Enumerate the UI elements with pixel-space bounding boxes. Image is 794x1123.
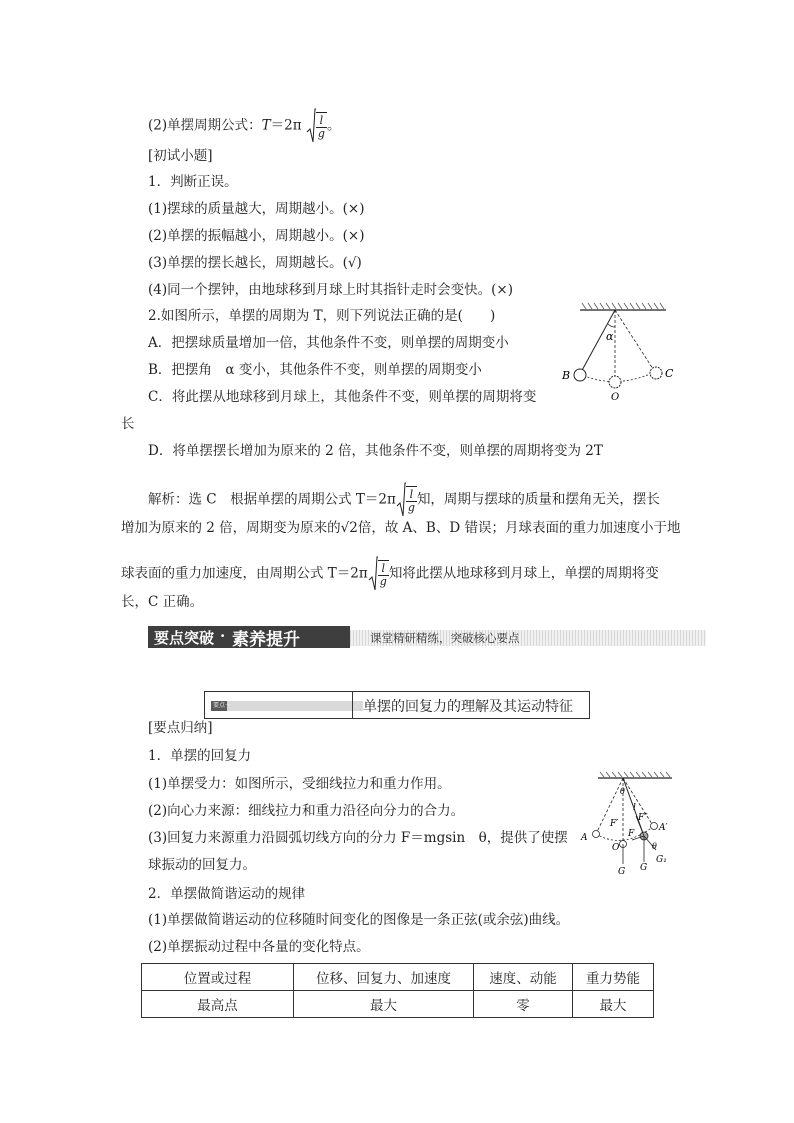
sqrt-sign-icon: [368, 556, 378, 592]
summary-s2-item: (2)单摆振动过程中各量的变化特点。: [148, 939, 370, 955]
alpha-label: α: [606, 330, 614, 343]
l-over-g-fraction: $\frac{l}{g}$: [407, 488, 415, 514]
banner-title-block: [148, 626, 350, 648]
q2-option-d: D．将单摆摆长增加为原来的 2 倍，其他条件不变，则单摆的周期将变为 2T: [148, 443, 603, 459]
key-point-title: 单摆的回复力的理解及其运动特征: [363, 699, 573, 715]
summary-s1-item: 球振动的回复力。: [148, 857, 256, 873]
a-label: A: [581, 833, 588, 843]
f-label: F: [628, 829, 635, 839]
quiz-header: [初试小题]: [148, 148, 213, 164]
variation-table: [141, 963, 654, 1018]
key-point-tag: [211, 701, 363, 711]
banner-subtitle: 课堂精研精练，突破核心要点: [370, 631, 520, 645]
pendulum-figure: [558, 298, 694, 404]
summary-s2-item: (1)单摆做简谐运动的位移随时间变化的图像是一条正弦(或余弦)曲线。: [148, 912, 570, 928]
table-cell: 零: [474, 991, 573, 1018]
q1-title: 1．判断正误。: [148, 174, 238, 190]
theta-top-label: θ: [620, 787, 625, 796]
q1-item: (1)摆球的质量越大，周期越小。(×): [148, 201, 365, 217]
analysis-line-1: 解析：选 C 根据单摆的周期公式 T＝2π $\frac{l}{g}$ 知，周期与摆球的质量和摆角无关，摆长: [148, 482, 660, 518]
q2-option-a: A．把摆球质量增加一倍，其他条件不变，则单摆的周期变小: [148, 335, 509, 351]
banner-subtitle-block: [350, 630, 706, 646]
l-over-g-fraction: $\frac{l}{g}$: [317, 114, 325, 140]
l-over-g-fraction: $\frac{l}{g}$: [379, 562, 387, 588]
q2-option-c-cont: 长: [121, 416, 135, 432]
q2-option-c: C．将此摆从地球移到月球上，其他条件不变，则单摆的周期将变: [148, 389, 537, 405]
table-row: [142, 991, 654, 1018]
summary-s2-title: 2．单摆做简谐运动的规律: [148, 886, 306, 902]
summary-s1-item: (1)单摆受力：如图所示，受细线拉力和重力作用。: [148, 776, 451, 792]
table-header-row: [142, 964, 654, 991]
q1-item: (4)同一个摆钟，由地球移到月球上时其指针走时会变快。(×): [148, 282, 513, 298]
table-cell: 最大: [294, 991, 474, 1018]
g1-label: G₁: [656, 855, 667, 865]
label-o: O: [611, 392, 620, 403]
table-header-cell: 速度、动能: [474, 964, 573, 991]
q2-stem: 2.如图所示，单摆的周期为 T，则下列说法正确的是( ): [148, 308, 496, 324]
key-point-divider: [352, 692, 353, 718]
analysis-line-3: 球表面的重力加速度，由周期公式 T＝2π $\frac{l}{g}$ 知将此摆从地球移到月球上，单摆的周期将变: [121, 556, 659, 592]
summary-s1-item: (3)回复力来源重力沿圆弧切线方向的分力 F＝mgsin θ，提供了使摆: [148, 830, 568, 846]
l-label: l: [633, 803, 636, 813]
banner-dot: ·: [220, 627, 226, 645]
f-prime-label: F′: [610, 819, 619, 829]
summary-s1-title: 1．单摆的回复力: [148, 748, 252, 764]
key-point-box: [204, 691, 590, 719]
section-banner: [148, 626, 706, 648]
q1-item: (2)单摆的振幅越小，周期越小。(×): [148, 228, 365, 244]
table-cell: 最大: [573, 991, 654, 1018]
f-double-prime-label: F″: [638, 813, 648, 823]
analysis-line-4: 长，C 正确。: [121, 594, 204, 610]
g-ball-label: G: [640, 863, 648, 873]
q1-item: (3)单摆的摆长越长，周期越长。(√): [148, 255, 362, 271]
summary-s1-item: (2)向心力来源：细线拉力和重力沿径向分力的合力。: [148, 803, 465, 819]
sqrt-sign-icon: [396, 482, 406, 518]
label-b: B: [562, 369, 571, 382]
table-cell: 最高点: [142, 991, 294, 1018]
o-label: O: [612, 843, 620, 853]
key-point-tag-label: 要点一: [213, 702, 232, 709]
banner-title-a: 要点突破: [154, 629, 215, 647]
pendulum-force-figure: [576, 770, 688, 880]
a-prime-label: A′: [659, 823, 668, 833]
table-header-cell: 位移、回复力、加速度: [294, 964, 474, 991]
summary-header: [要点归纳]: [148, 720, 213, 736]
analysis-line-2: 增加为原来的 2 倍，周期变为原来的√2倍，故 A、B、D 错误；月球表面的重力加速度小于地: [121, 520, 681, 536]
g-label: G: [618, 867, 626, 877]
table-header-cell: 重力势能: [573, 964, 654, 991]
table-header-cell: 位置或过程: [142, 964, 294, 991]
period-formula: (2)单摆周期公式：T＝2π $\frac{l}{g}$ 。: [148, 108, 340, 144]
q2-option-b: B．把摆角 α 变小，其他条件不变，则单摆的周期变小: [148, 362, 482, 378]
label-c: C: [665, 367, 674, 380]
sqrt-sign-icon: [306, 108, 316, 144]
theta-bottom-label: θ: [652, 842, 657, 851]
banner-title-b: 素养提升: [232, 630, 300, 650]
